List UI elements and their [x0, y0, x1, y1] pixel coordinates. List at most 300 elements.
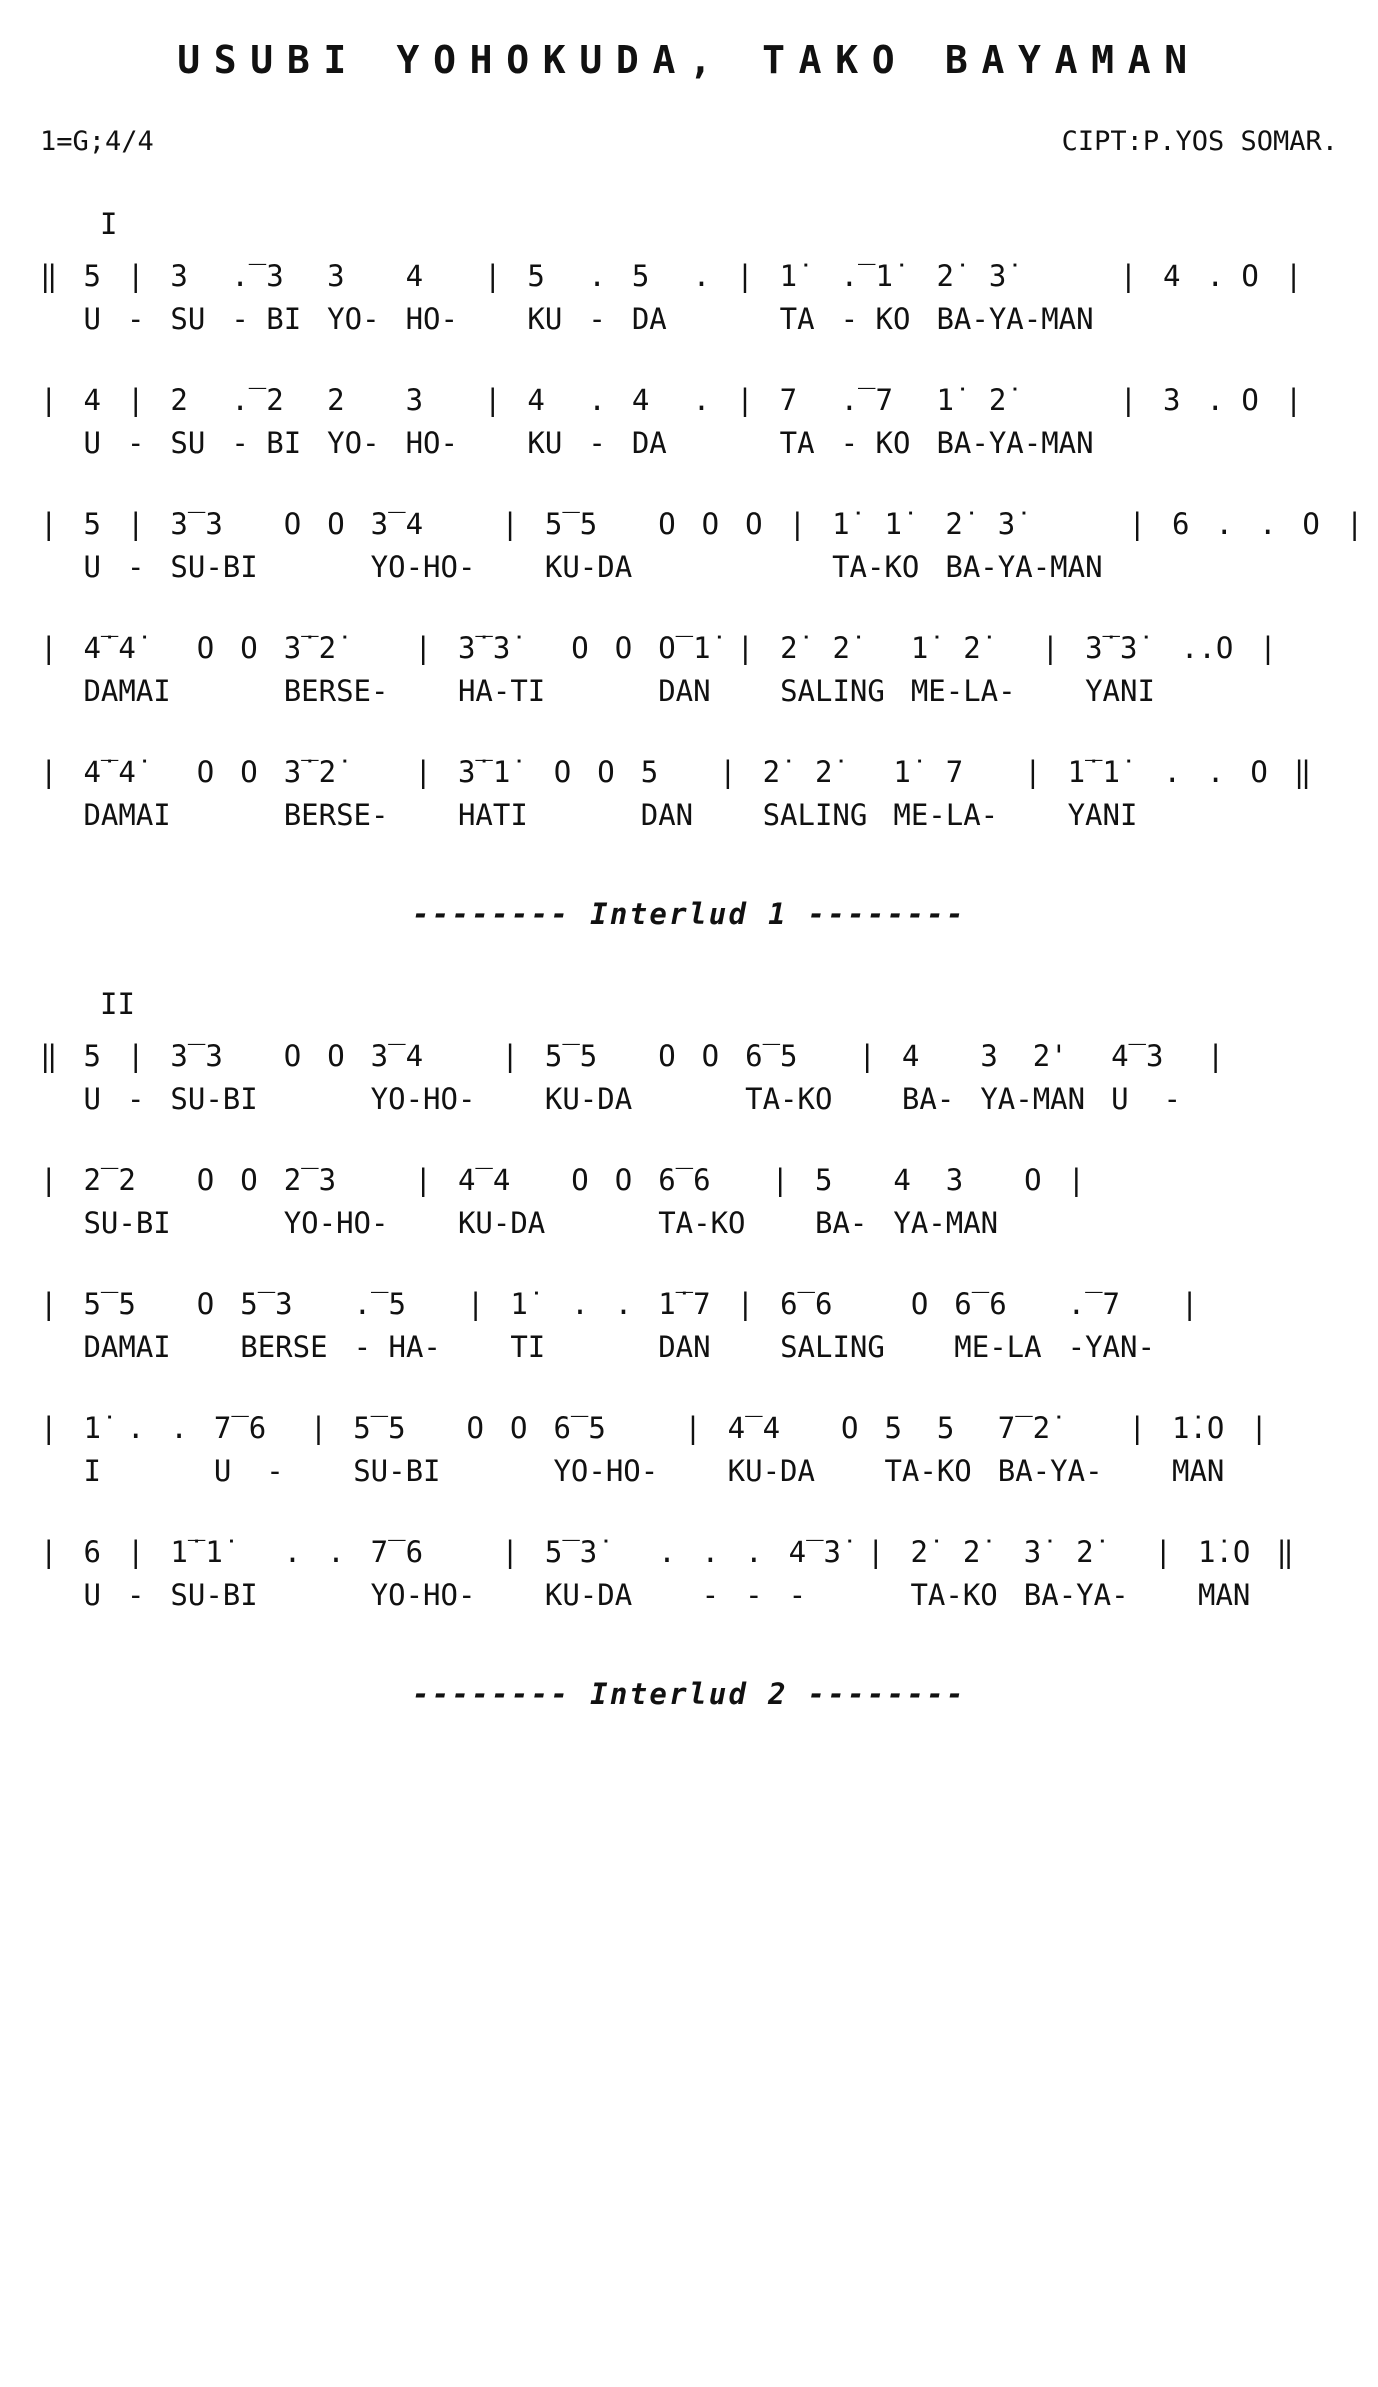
notation-token: 3 — [1163, 383, 1181, 417]
notation-token: 3‾3 — [170, 507, 223, 541]
notation-token: | — [1345, 507, 1364, 541]
lyric-syllable — [615, 1329, 632, 1365]
note-cell — [327, 251, 379, 337]
note-cell — [658, 1279, 710, 1365]
lyric-syllable: - — [126, 426, 145, 460]
lyric-syllable — [240, 1205, 257, 1241]
notation-token: 4‾3̇ — [788, 1535, 841, 1569]
lyric-syllable: TA — [779, 302, 815, 336]
note-cell — [841, 375, 911, 461]
note-cell — [458, 1155, 545, 1241]
notation-token: . O — [1206, 259, 1259, 293]
lyric-syllable: YO-HO- — [370, 550, 476, 584]
note-cell — [588, 375, 605, 461]
notation-token: | — [40, 1163, 58, 1197]
notation-token: 5‾3 — [240, 1287, 293, 1321]
lyric-syllable — [1181, 1329, 1198, 1365]
lyric-syllable: TI — [510, 1330, 546, 1364]
notation-token: O — [553, 755, 572, 789]
note-cell — [832, 499, 919, 585]
note-cell — [1068, 747, 1138, 833]
notation-token: | — [501, 507, 519, 541]
lyric-syllable — [467, 1329, 484, 1365]
lyric-syllable — [658, 1081, 675, 1117]
note-cell — [1042, 623, 1059, 709]
note-cell — [702, 1527, 719, 1613]
notation-token: . — [126, 1411, 145, 1445]
notation-token: .‾7 — [1067, 1287, 1120, 1321]
lyric-syllable: U — [83, 1082, 101, 1116]
lyric-syllable — [40, 301, 57, 337]
lyric-syllable — [327, 1577, 344, 1613]
notation-token: . — [1163, 755, 1181, 789]
lyric-syllable: U - — [1111, 1082, 1181, 1116]
note-cell — [745, 1031, 832, 1117]
note-cell — [588, 251, 605, 337]
notation-token: | — [1024, 755, 1042, 789]
lyric-syllable: BA-YA- — [997, 1454, 1103, 1488]
note-cell — [693, 375, 710, 461]
note-cell — [284, 499, 301, 585]
lyric-syllable: - — [126, 302, 145, 336]
note-cell — [1172, 1403, 1224, 1489]
lyric-syllable: I — [83, 1454, 101, 1488]
note-cell — [1024, 1527, 1129, 1613]
notation-token: | — [1041, 631, 1060, 665]
lyric-syllable — [197, 797, 214, 833]
lyric-syllable — [484, 425, 501, 461]
interlude-label: -------- Interlud 2 -------- — [412, 1677, 966, 1711]
notation-token: . — [658, 1535, 676, 1569]
note-cell — [745, 499, 762, 585]
note-cell — [545, 1527, 632, 1613]
notation-token: . — [283, 1535, 302, 1569]
lyric-syllable: MAN — [1198, 1578, 1251, 1612]
lyric-syllable — [719, 797, 736, 833]
note-cell — [327, 1031, 344, 1117]
lyric-syllable — [841, 1453, 858, 1489]
note-cell — [632, 375, 667, 461]
lyric-syllable — [737, 673, 754, 709]
music-line — [40, 251, 1338, 337]
notation-token: ..O — [1180, 631, 1234, 665]
note-cell — [83, 623, 170, 709]
note-cell — [83, 1279, 170, 1365]
note-cell — [910, 1527, 997, 1613]
notation-token: O — [240, 631, 258, 665]
lyric-syllable: DAMAI — [83, 674, 171, 708]
lyric-syllable — [510, 1453, 527, 1489]
lyric-syllable: TA — [779, 426, 815, 460]
note-cell — [545, 1031, 632, 1117]
notation-token: . — [745, 1535, 763, 1569]
note-cell — [83, 1155, 170, 1241]
notation-token: 5 — [631, 259, 650, 293]
lyric-syllable — [1163, 425, 1180, 461]
notation-token: ‖ — [40, 1039, 58, 1073]
section-I — [40, 207, 1364, 931]
note-cell — [737, 1279, 754, 1365]
lyric-syllable: DA — [631, 302, 667, 336]
notation-token: 5‾5 — [544, 507, 598, 541]
lyric-syllable — [170, 1453, 187, 1489]
notation-token: 5 — [83, 259, 101, 293]
notation-token: 7 — [779, 383, 798, 417]
note-cell — [1250, 747, 1267, 833]
note-cell — [327, 1527, 344, 1613]
notation-token: . — [692, 259, 711, 293]
notation-token: | — [40, 755, 58, 789]
music-line — [40, 623, 1338, 709]
notation-token: 3‾4 — [370, 507, 424, 541]
music-line — [40, 375, 1338, 461]
note-cell — [40, 375, 57, 461]
lyric-syllable: TA-KO — [745, 1082, 833, 1116]
notation-token: 6‾5 — [553, 1411, 606, 1445]
note-cell — [763, 747, 868, 833]
note-cell — [780, 375, 815, 461]
notation-token: ‖ — [40, 259, 58, 293]
lyric-syllable — [702, 1081, 719, 1117]
lyric-syllable: DAN — [640, 798, 694, 832]
lyric-syllable: - — [588, 302, 606, 336]
note-cell — [1163, 747, 1180, 833]
lyric-syllable — [911, 1329, 928, 1365]
note-cell — [1024, 1155, 1041, 1241]
lyric-syllable — [684, 1453, 701, 1489]
lyric-syllable: DAMAI — [83, 798, 171, 832]
lyric-syllable: BA-YA-MAN — [945, 550, 1103, 584]
note-cell — [1346, 499, 1363, 585]
notation-token: | — [719, 755, 737, 789]
notation-token: 4 — [1163, 259, 1181, 293]
note-cell — [83, 499, 100, 585]
notation-token: | — [466, 1287, 485, 1321]
lyric-syllable — [1129, 549, 1146, 585]
lyric-syllable — [284, 1081, 301, 1117]
notation-token: | — [126, 1039, 145, 1073]
note-cell — [327, 499, 344, 585]
lyric-syllable — [1346, 549, 1363, 585]
lyric-syllable — [736, 301, 753, 337]
key-signature: 1=G;4/4 — [40, 126, 154, 157]
note-cell — [884, 1403, 971, 1489]
notation-token: | — [684, 1411, 702, 1445]
notation-token: O — [196, 1287, 215, 1321]
notation-token: | — [1250, 1411, 1268, 1445]
lyric-syllable — [40, 797, 57, 833]
note-cell — [170, 1403, 187, 1489]
lyric-syllable — [1207, 1081, 1224, 1117]
note-cell — [911, 623, 1016, 709]
note-cell — [728, 1403, 815, 1489]
note-cell — [197, 1155, 214, 1241]
notation-token: . — [571, 1287, 589, 1321]
notation-token: 6‾6 — [780, 1287, 833, 1321]
lyric-syllable: U — [83, 426, 101, 460]
notation-token: 2̇ 3̇ — [945, 507, 1016, 541]
lyric-syllable: YO- — [327, 426, 380, 460]
lyric-syllable: -YAN- — [1067, 1330, 1155, 1364]
note-cell — [1207, 1031, 1224, 1117]
lyric-syllable — [501, 1081, 518, 1117]
lyric-syllable — [1163, 797, 1180, 833]
lyric-syllable — [772, 1205, 789, 1241]
note-cell — [1276, 1527, 1293, 1613]
lyric-syllable: DAN — [658, 674, 711, 708]
notation-token: 1̇ — [510, 1287, 528, 1321]
note-cell — [632, 251, 667, 337]
notation-token: 2‾3 — [283, 1163, 337, 1197]
notation-token: | — [736, 631, 755, 665]
note-cell — [83, 375, 100, 461]
note-cell — [1302, 499, 1319, 585]
lyric-syllable: KU-DA — [544, 1082, 633, 1116]
lyric-syllable: BA- — [901, 1082, 955, 1116]
notation-token: O — [509, 1411, 528, 1445]
notation-token: | — [309, 1411, 328, 1445]
note-cell — [702, 499, 719, 585]
note-cell — [936, 375, 1093, 461]
lyric-syllable — [40, 1453, 57, 1489]
note-cell — [406, 251, 458, 337]
notation-token: O — [571, 631, 589, 665]
notation-token: O — [196, 631, 215, 665]
note-cell — [231, 251, 301, 337]
note-cell — [83, 1031, 100, 1117]
notation-token: . — [1206, 755, 1225, 789]
note-cell — [467, 1403, 484, 1489]
lyric-syllable: BERSE- — [283, 798, 389, 832]
note-cell — [615, 1279, 632, 1365]
note-cell — [658, 499, 675, 585]
notation-token: 3̇‾1̇ — [457, 755, 511, 789]
lyric-syllable — [1207, 301, 1259, 337]
lyric-syllable: KU — [527, 302, 563, 336]
note-cell — [40, 747, 57, 833]
notation-token: 5 — [83, 507, 101, 541]
lyric-syllable — [1250, 797, 1267, 833]
note-cell — [40, 1279, 57, 1365]
note-cell — [1294, 747, 1311, 833]
lyric-syllable: HATI — [457, 798, 528, 832]
notation-token: . — [692, 383, 711, 417]
lyric-syllable: BERSE — [240, 1330, 328, 1364]
note-cell — [998, 1403, 1103, 1489]
note-cell — [83, 747, 170, 833]
notation-token: 1̇‾7 — [658, 1287, 711, 1321]
notation-token: O — [1024, 1163, 1042, 1197]
lyric-syllable: ME-LA- — [910, 674, 1016, 708]
notation-token: . — [170, 1411, 188, 1445]
note-cell — [83, 251, 100, 337]
lyric-syllable — [1024, 797, 1041, 833]
notation-token: | — [40, 383, 58, 417]
notation-token: | — [414, 631, 432, 665]
note-cell — [40, 623, 57, 709]
notation-token: 4̇‾4̇ — [83, 631, 136, 665]
section-II — [40, 987, 1338, 1711]
lyric-syllable: YANI — [1067, 798, 1138, 832]
lyric-syllable: - — [788, 1578, 807, 1612]
notation-token: O — [283, 507, 302, 541]
note-cell — [458, 623, 545, 709]
lyric-syllable — [501, 1577, 518, 1613]
lyric-syllable: KU — [527, 426, 563, 460]
note-cell — [501, 1527, 518, 1613]
notation-token: O — [597, 755, 615, 789]
note-cell — [789, 1527, 841, 1613]
notation-token: .‾2 — [231, 383, 284, 417]
notation-token: 7‾2̇ — [997, 1411, 1051, 1445]
note-cell — [284, 1031, 301, 1117]
lyric-syllable — [284, 549, 301, 585]
notation-token: O — [840, 1411, 859, 1445]
lyric-syllable: HO- — [405, 426, 458, 460]
note-cell — [414, 1155, 431, 1241]
note-cell — [354, 1279, 441, 1365]
lyric-syllable: SU-BI — [353, 1454, 441, 1488]
notation-token: 1̇ 7 — [893, 755, 964, 789]
lyric-syllable — [40, 1577, 57, 1613]
note-cell — [893, 747, 998, 833]
notation-token: 1̇.O — [1198, 1535, 1251, 1569]
notation-token: O — [283, 1039, 302, 1073]
note-cell — [458, 747, 528, 833]
notation-token: 5 — [814, 1163, 833, 1197]
notation-token: 5‾5 — [544, 1039, 598, 1073]
notation-token: 2̇ 3̇ — [936, 259, 1007, 293]
note-cell — [736, 251, 753, 337]
lyric-syllable — [501, 549, 518, 585]
notation-token: 6‾6 — [658, 1163, 711, 1197]
lyric-syllable: YA-MAN — [893, 1206, 999, 1240]
notation-token: 6 — [1172, 507, 1190, 541]
notation-token: 4‾3 — [1111, 1039, 1164, 1073]
bottom-whitespace — [40, 1767, 1338, 2347]
note-cell — [240, 623, 257, 709]
note-cell — [571, 1155, 588, 1241]
note-cell — [40, 499, 57, 585]
notation-token: | — [414, 755, 432, 789]
notation-token: . — [1258, 507, 1277, 541]
note-cell — [170, 1527, 257, 1613]
note-cell — [815, 1155, 867, 1241]
notation-token: 5 — [640, 755, 659, 789]
notation-token: 6 — [83, 1535, 101, 1569]
note-cell — [371, 1031, 476, 1117]
notation-token: 3 2' — [980, 1039, 1068, 1073]
lyric-syllable: - HA- — [353, 1330, 441, 1364]
notation-token: 4 — [527, 383, 545, 417]
note-cell — [371, 1527, 476, 1613]
music-line — [40, 1155, 1338, 1241]
lyric-syllable — [1215, 549, 1232, 585]
note-cell — [83, 1527, 100, 1613]
notation-token: | — [1284, 383, 1303, 417]
lyric-syllable — [1068, 1205, 1085, 1241]
note-cell — [284, 623, 389, 709]
notation-token: 1̇ 2̇ — [910, 631, 981, 665]
lyric-syllable: - KO — [840, 302, 911, 336]
note-cell — [510, 1403, 527, 1489]
notation-token: 4 — [405, 259, 424, 293]
notation-token: 2̇ 2̇ — [762, 755, 833, 789]
lyric-syllable — [615, 673, 632, 709]
lyric-syllable — [197, 673, 214, 709]
lyric-syllable — [1024, 1205, 1041, 1241]
lyric-syllable — [40, 425, 57, 461]
notation-token: O — [1302, 507, 1320, 541]
music-line — [40, 747, 1338, 833]
music-line — [40, 1403, 1338, 1489]
lyric-syllable — [1120, 425, 1137, 461]
lyric-syllable: SU-BI — [170, 1082, 258, 1116]
note-cell — [1172, 499, 1189, 585]
notation-token: O — [466, 1411, 484, 1445]
lyric-syllable — [327, 1081, 344, 1117]
notation-token: | — [1154, 1535, 1173, 1569]
note-cell — [40, 251, 57, 337]
notation-token: . — [701, 1535, 720, 1569]
notation-token: 3 — [405, 383, 424, 417]
note-cell — [127, 1403, 144, 1489]
note-cell — [1129, 499, 1146, 585]
notation-token: 1̇‾1̇ — [1067, 755, 1120, 789]
note-cell — [284, 1527, 301, 1613]
lyric-syllable — [658, 1577, 675, 1613]
composer-credit: CIPT:P.YOS SOMAR. — [1061, 126, 1338, 157]
notation-token: 7‾6 — [213, 1411, 267, 1445]
notation-token: 4‾4 — [727, 1411, 781, 1445]
notation-token: 5‾3̇ — [544, 1535, 598, 1569]
note-cell — [484, 251, 501, 337]
lyric-syllable — [40, 1081, 57, 1117]
note-cell — [658, 1155, 745, 1241]
note-cell — [1207, 375, 1259, 461]
meta-row — [40, 126, 1338, 157]
lyric-syllable — [858, 1081, 875, 1117]
lyric-syllable: YO-HO- — [370, 1578, 476, 1612]
lyric-syllable — [1276, 1577, 1293, 1613]
notation-token: 4 — [631, 383, 650, 417]
notation-token: O — [658, 1039, 676, 1073]
note-cell — [1181, 1279, 1198, 1365]
note-cell — [571, 623, 588, 709]
notation-token: 2̇ 2̇ — [780, 631, 850, 665]
note-cell — [1085, 623, 1155, 709]
lyric-syllable: HA-TI — [457, 674, 546, 708]
song-title: USUBI YOHOKUDA, TAKO BAYAMAN — [177, 38, 1201, 82]
note-cell — [371, 499, 476, 585]
notation-token: | — [1284, 259, 1303, 293]
lyric-syllable — [1302, 549, 1319, 585]
lyric-syllable — [693, 425, 710, 461]
note-cell — [484, 375, 501, 461]
note-cell — [127, 251, 144, 337]
notation-token: | — [501, 1535, 519, 1569]
notation-token: . — [614, 1287, 633, 1321]
lyric-syllable — [737, 1329, 754, 1365]
notation-token: | — [414, 1163, 432, 1197]
lyric-syllable: U - — [213, 1454, 284, 1488]
notation-token: | — [126, 507, 145, 541]
lyric-syllable — [1285, 301, 1302, 337]
lyric-syllable: KU-DA — [544, 1578, 633, 1612]
lyric-syllable: TA-KO — [658, 1206, 746, 1240]
notation-token: | — [501, 1039, 519, 1073]
notation-token: O — [571, 1163, 589, 1197]
